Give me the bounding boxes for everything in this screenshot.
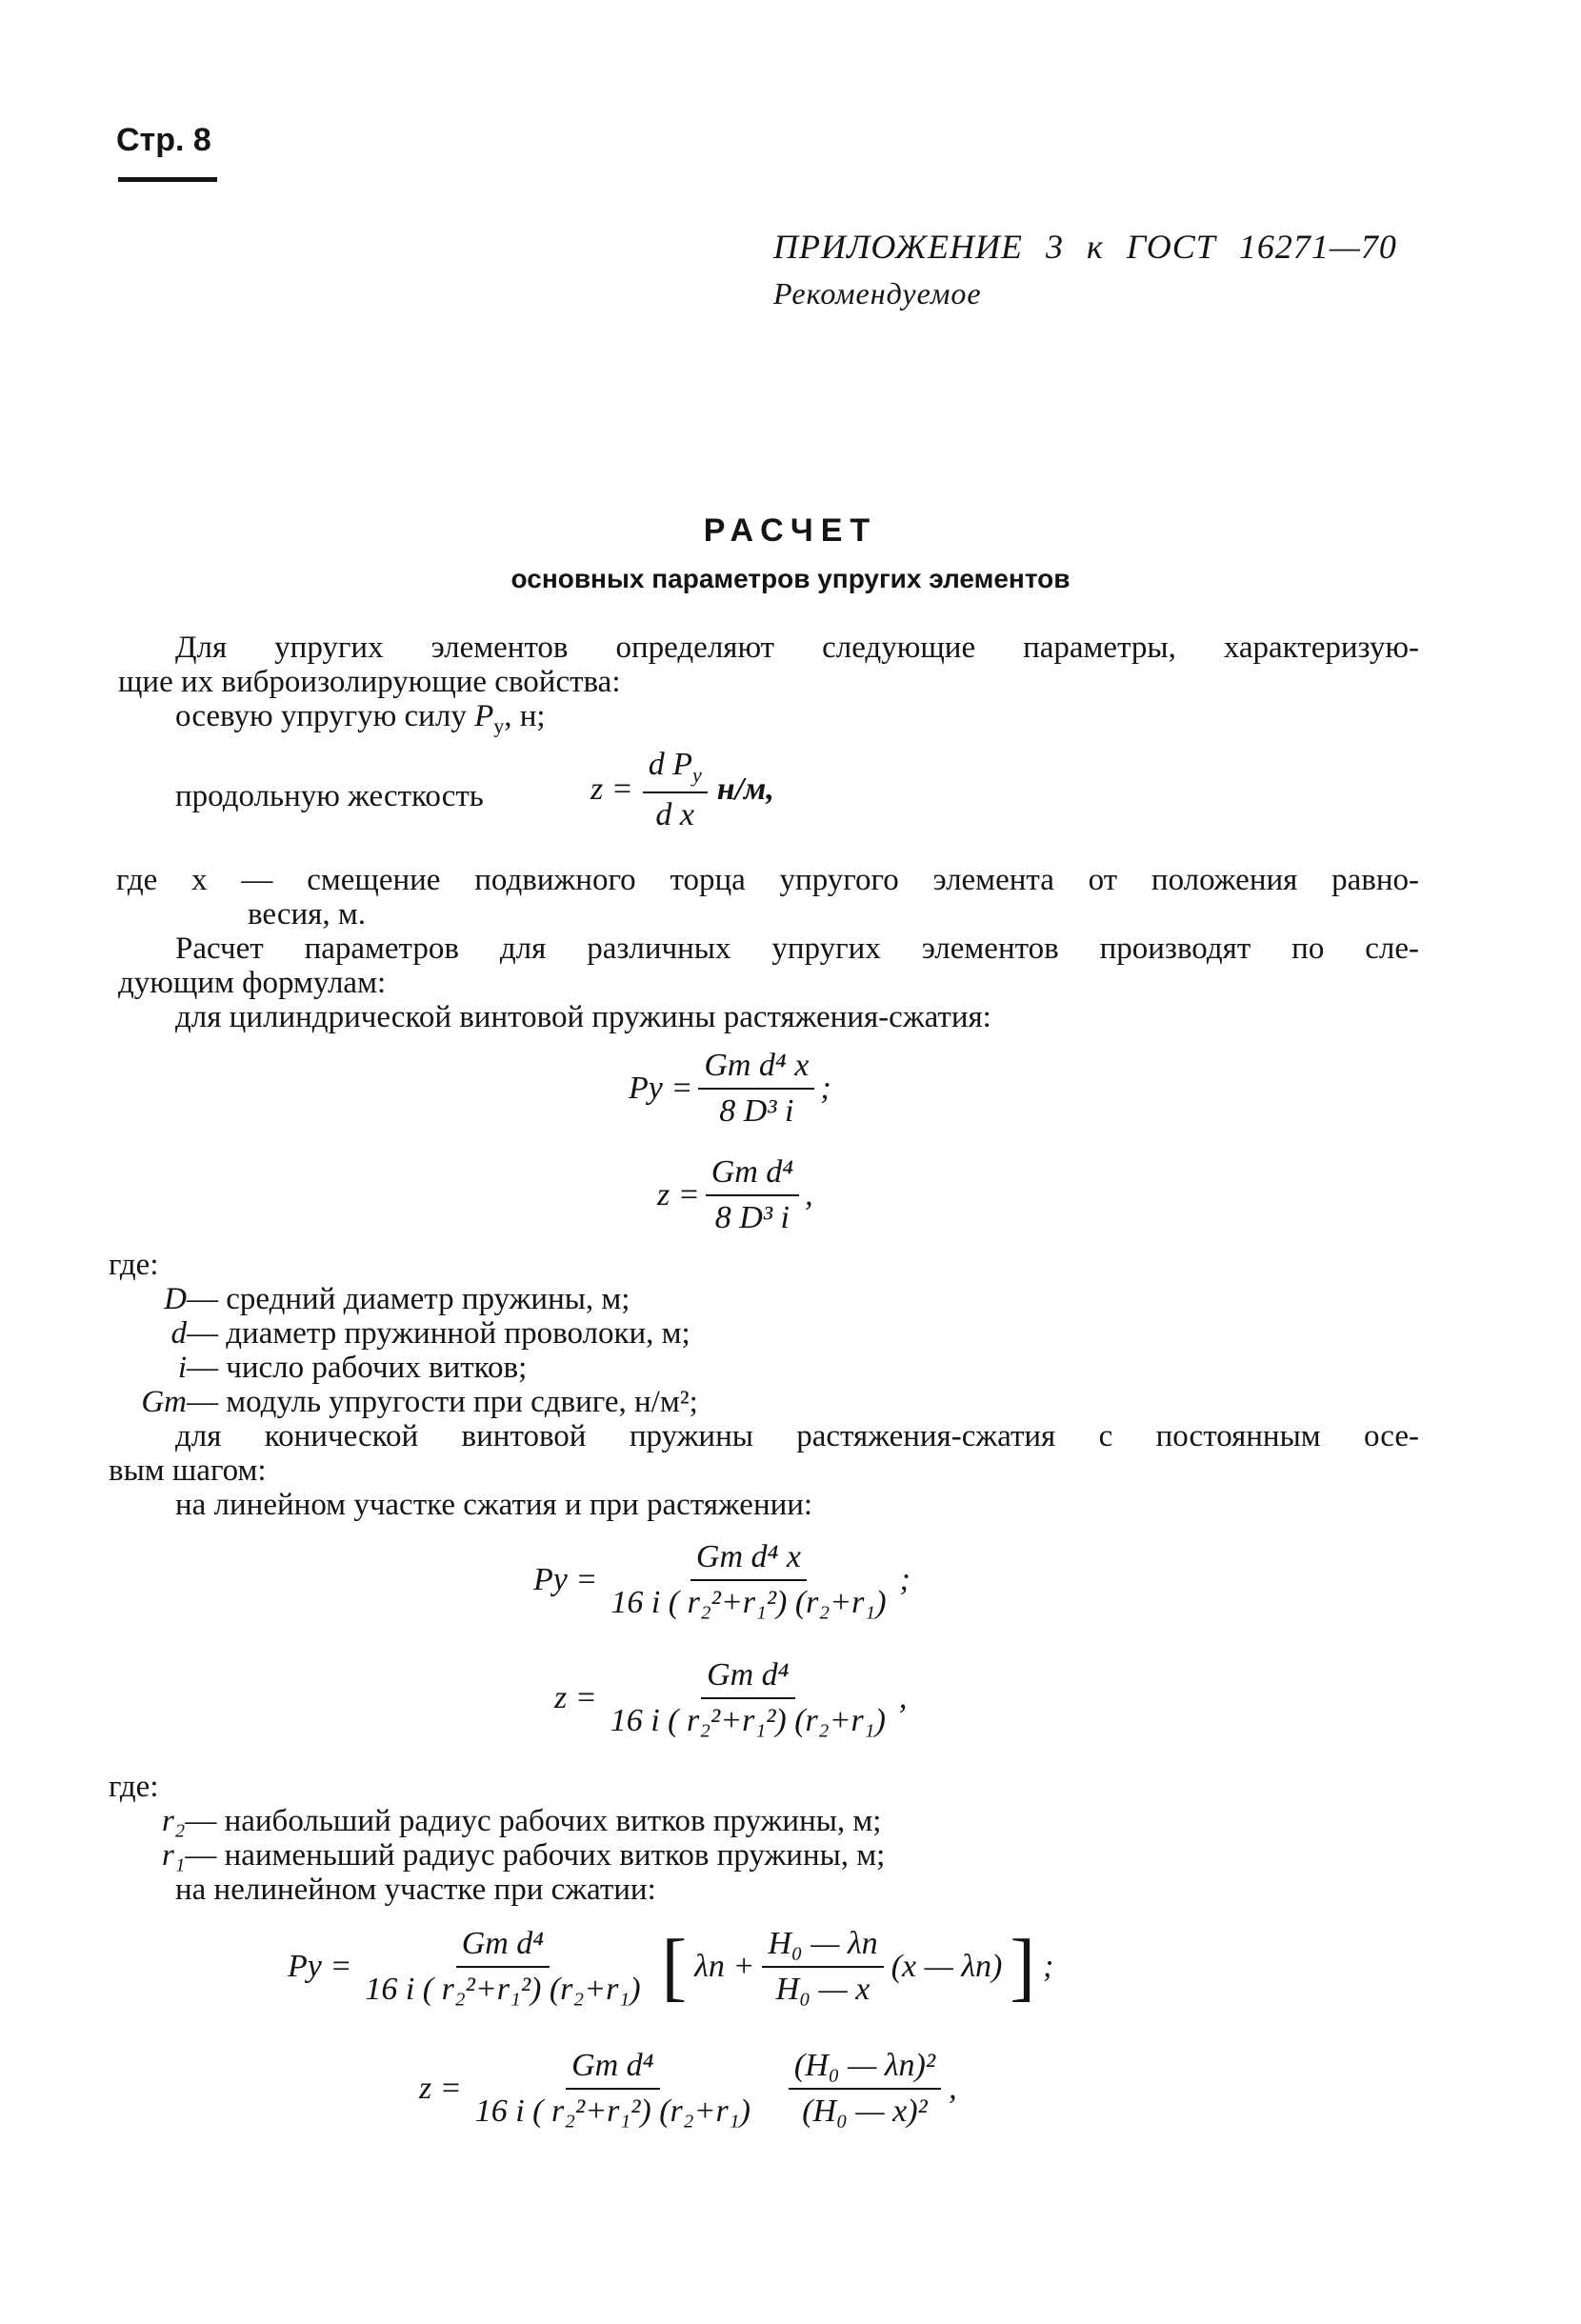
definition-text: — наибольший радиус рабочих витков пружины, м; — [185, 1804, 882, 1838]
definition-symbol: D — [164, 1282, 187, 1316]
f5-tail: ; — [1043, 1949, 1054, 1984]
definition-text: — число рабочих витков; — [187, 1351, 528, 1385]
f4-tail: , — [898, 1680, 908, 1715]
f6-ratio-denominator: (H₀ — x)² — [802, 2094, 928, 2129]
f3-denominator: 16 i ( r₂²+r₁²) (r₂+r₁) — [610, 1585, 887, 1620]
calc-line-2: дующим формулам: — [118, 966, 387, 1000]
nonlinear-section-heading: на нелинейном участке при сжатии: — [175, 1873, 656, 1907]
definition-row — [95, 1282, 698, 1316]
f4-denominator: 16 i ( r₂²+r₁²) (r₂+r₁) — [610, 1703, 886, 1738]
axial-force-line — [175, 699, 546, 744]
definition-row — [95, 1351, 698, 1385]
f6-denominator: 16 i ( r₂²+r₁²) (r₂+r₁) — [474, 2094, 750, 2129]
f1-denominator: 8 D³ i — [719, 1093, 794, 1129]
f5-bracket-b: (x — λп) — [891, 1949, 1003, 1984]
f5-numerator: Gт d⁴ — [456, 1926, 550, 1968]
stiffness-unit: н/м, — [716, 771, 774, 808]
stiffness-label: продольную жесткость — [175, 779, 484, 813]
f5-bracket-a: λп + — [694, 1949, 755, 1984]
intro-line-1: Для упругих элементов определяют следующие параметры, характеризую- — [175, 631, 1419, 665]
formula-conical-stiffness — [554, 1657, 907, 1739]
definitions-list-2 — [162, 1804, 885, 1873]
definition-row — [162, 1838, 885, 1873]
appendix-heading: ПРИЛОЖЕНИЕ 3 к ГОСТ 16271—70 — [773, 228, 1397, 266]
f2-fraction — [706, 1154, 799, 1236]
page-number-underline — [118, 177, 217, 182]
axial-force-sub: у — [493, 713, 505, 738]
f3-lhs: Pу = — [533, 1562, 598, 1597]
recommended-label: Рекомендуемое — [773, 276, 982, 311]
stiffness-lhs: z = — [590, 771, 633, 808]
f4-lhs: z = — [554, 1680, 597, 1715]
formula-conical-force — [533, 1539, 911, 1621]
definition-symbol: d — [170, 1316, 187, 1351]
document-subtitle: основных параметров упругих элементов — [510, 564, 1071, 593]
formula-nonlinear-stiffness — [419, 2048, 957, 2130]
f3-numerator: Gт d⁴ x — [690, 1539, 807, 1581]
stiffness-fraction — [643, 747, 708, 833]
definitions-list-1 — [95, 1282, 698, 1419]
f4-numerator: Gт d⁴ — [701, 1657, 794, 1699]
f2-lhs: z = — [657, 1177, 700, 1212]
f2-denominator: 8 D³ i — [714, 1200, 790, 1235]
definition-row — [95, 1316, 698, 1351]
stiffness-num-sub: у — [691, 762, 702, 787]
definition-text: — средний диаметр пружины, м; — [187, 1282, 630, 1316]
stiffness-numerator — [643, 747, 708, 793]
definition-symbol: r₂ — [162, 1804, 186, 1838]
f6-lhs: z = — [419, 2071, 462, 2106]
f1-lhs: Pу = — [629, 1071, 693, 1106]
linear-section-heading: на линейном участке сжатия и при растяжении: — [175, 1488, 813, 1522]
conical-line-2: вым шагом: — [109, 1453, 267, 1488]
f5-inner-denominator: H₀ — x — [775, 1972, 871, 2007]
f5-inner-numerator: H₀ — λп — [762, 1926, 883, 1968]
conical-line-1: для конической винтовой пружины растяжения-сжатия с постоянным осе- — [175, 1419, 1419, 1453]
formula-cyl-stiffness — [657, 1154, 813, 1236]
intro-line-2: щие их виброизолирующие свойства: — [118, 665, 621, 699]
f3-tail: ; — [899, 1562, 911, 1597]
f5-denominator: 16 i ( r₂²+r₁²) (r₂+r₁) — [365, 1972, 641, 2007]
definition-text: — модуль упругости при сдвиге, н/м²; — [187, 1385, 698, 1419]
f1-numerator: Gт d⁴ x — [698, 1048, 814, 1090]
left-bracket: [ — [661, 1925, 688, 2009]
f6-ratio-fraction — [789, 2048, 941, 2130]
f6-fraction — [470, 2048, 756, 2130]
definition-symbol: r₁ — [162, 1838, 186, 1873]
definition-symbol: i — [177, 1351, 187, 1385]
f4-fraction — [605, 1657, 891, 1739]
document-title: РАСЧЕТ — [703, 512, 878, 549]
where-label-1: где: — [109, 1248, 159, 1282]
definition-symbol: Gт — [141, 1385, 187, 1419]
f6-tail: , — [949, 2071, 957, 2106]
formula-nonlinear-force — [288, 1926, 1053, 2008]
f1-tail: ; — [820, 1071, 831, 1106]
axial-force-unit: , н; — [504, 699, 546, 733]
f5-inner-fraction — [762, 1926, 883, 2008]
where-x-line-1: где x — смещение подвижного торца упругого элемента от положения равно- — [116, 863, 1419, 897]
f2-tail: , — [805, 1177, 813, 1212]
f5-lhs: Pу = — [288, 1949, 352, 1984]
where-label-2: где: — [109, 1770, 159, 1804]
cylindrical-heading: для цилиндрической винтовой пружины растяжения-сжатия: — [175, 1000, 991, 1034]
definition-text: — наименьший радиус рабочих витков пружины, м; — [185, 1838, 886, 1873]
f1-fraction — [698, 1048, 814, 1130]
stiffness-formula — [590, 747, 774, 833]
axial-force-prefix: осевую упругую силу — [175, 699, 475, 733]
definition-row — [95, 1385, 698, 1419]
f3-fraction — [605, 1539, 891, 1621]
right-bracket: ] — [1010, 1925, 1036, 2009]
page-number: Стр. 8 — [116, 122, 211, 158]
definition-row — [162, 1804, 885, 1838]
f6-numerator: Gт d⁴ — [566, 2048, 659, 2090]
stiffness-num-text: d P — [648, 747, 692, 782]
definition-text: — диаметр пружинной проволоки, м; — [187, 1316, 690, 1351]
f5-fraction — [359, 1926, 646, 2008]
f6-ratio-numerator: (H₀ — λп)² — [789, 2048, 941, 2090]
stiffness-denominator: d x — [655, 796, 694, 832]
formula-cyl-force — [629, 1048, 831, 1130]
calc-line-1: Расчет параметров для различных упругих элементов производят по сле- — [175, 932, 1419, 966]
f2-numerator: Gт d⁴ — [706, 1154, 799, 1196]
axial-force-symbol: P — [474, 699, 494, 733]
where-x-line-2: весия, м. — [248, 897, 366, 932]
